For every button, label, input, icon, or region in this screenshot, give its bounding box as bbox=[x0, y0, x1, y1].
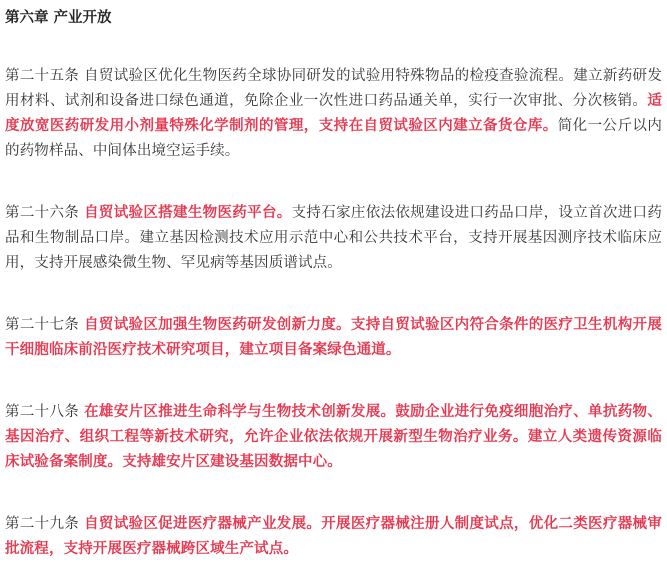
article-number: 第二十七条 bbox=[5, 317, 85, 333]
article-text: 第二十五条 自贸试验区优化生物医药全球协同研发的试验用特殊物品的检疫查验流程。建立新药研发用材料、试剂和设备进口绿色通道，免除企业一次性进口药品通关单，实行一次审批、分次核销。 bbox=[5, 68, 662, 109]
article-28 bbox=[5, 400, 662, 475]
document-body bbox=[5, 0, 662, 562]
article-number: 第二十六条 bbox=[5, 205, 85, 221]
article-text: 简化一公斤以内的药物样品、中间体出境空运手续。 bbox=[5, 118, 662, 159]
article-number: 第二十九条 bbox=[5, 516, 85, 532]
article-29 bbox=[5, 512, 662, 562]
article-highlight: 自贸试验区促进医疗器械产业发展。开展医疗器械注册人制度试点，优化二类医疗器械审批流程，支持开展医疗器械跨区域生产试点。 bbox=[5, 516, 662, 557]
chapter-title: 第六章 产业开放 bbox=[5, 10, 112, 26]
article-27 bbox=[5, 313, 662, 363]
article-highlight: 自贸试验区加强生物医药研发创新力度。支持自贸试验区内符合条件的医疗卫生机构开展干细胞临床前沿医疗技术研究项目，建立项目备案绿色通道。 bbox=[5, 317, 662, 358]
article-highlight: 适度放宽医药研发用小剂量特殊化学制剂的管理，支持在自贸试验区内建立备货仓库。 bbox=[5, 93, 662, 134]
article-highlight: 自贸试验区搭建生物医药平台。 bbox=[84, 205, 292, 221]
article-text: 支持石家庄依法依规建设进口药品口岸，设立首次进口药品和生物制品口岸。建立基因检测技术应用示范中心和公共技术平台，支持开展基因测序技术临床应用，支持开展感染微生物、罕见病等基因质谱试点。 bbox=[5, 205, 663, 271]
article-26 bbox=[5, 201, 662, 276]
article-25 bbox=[5, 64, 662, 164]
article-number: 第二十八条 bbox=[5, 404, 85, 420]
article-highlight: 在雄安片区推进生命科学与生物技术创新发展。鼓励企业进行免疫细胞治疗、单抗药物、基因治疗、组织工程等新技术研究，允许企业依法依规开展新型生物治疗业务。建立人类遗传资源临床试验备案制度。支持雄安片区建设基因数据中心。 bbox=[5, 404, 662, 470]
